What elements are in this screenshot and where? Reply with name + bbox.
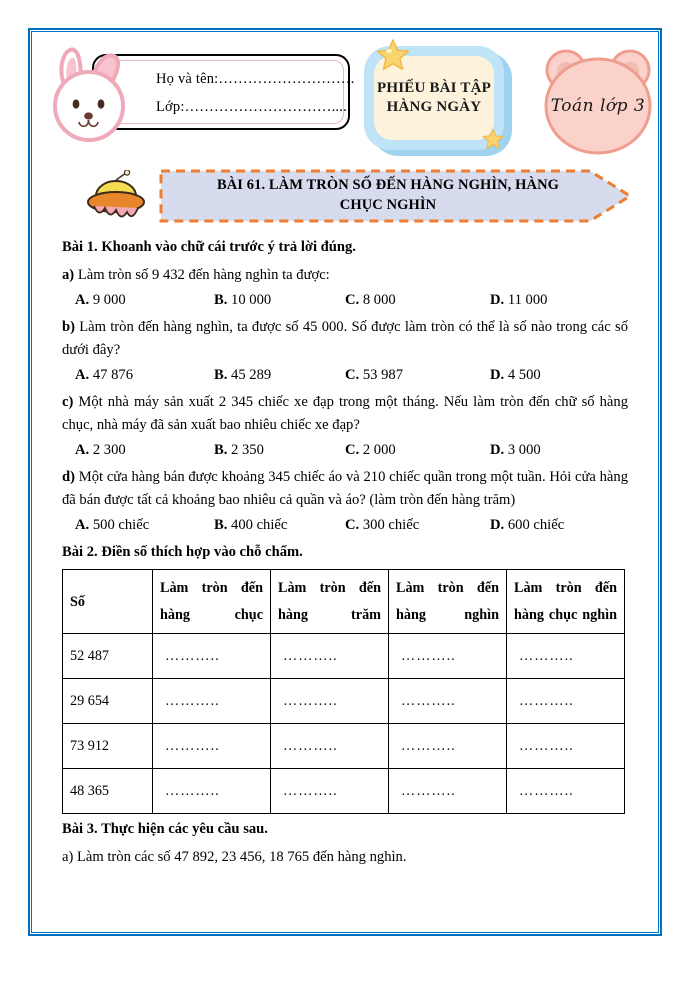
part-a-label: a) xyxy=(62,267,75,284)
exercise3-heading: Bài 3. Thực hiện các yêu cầu sau. xyxy=(62,820,268,837)
subject-badge xyxy=(538,40,658,160)
table-row xyxy=(63,768,625,813)
row-number: 48 365 xyxy=(63,768,153,813)
star-icon xyxy=(376,38,410,72)
row-number: 52 487 xyxy=(63,633,153,678)
option-d-text: 600 chiếc xyxy=(504,517,565,534)
subject-badge-text: Toán lớp 3 xyxy=(550,96,646,116)
student-name-field[interactable]: Họ và tên:………………………. xyxy=(156,71,355,87)
option-b-text: 45 289 xyxy=(227,367,272,384)
exercise1-heading: Bài 1. Khoanh vào chữ cái trước ý trả lời đúng. xyxy=(62,239,356,255)
answer-cell-hundreds[interactable]: ……….. xyxy=(271,768,389,813)
header-cell-line-2: hàng nghìn xyxy=(396,606,499,623)
header-cell-line-1: Làm tròn đến xyxy=(160,580,263,597)
option-a-key: A. xyxy=(75,517,90,534)
worksheet-header xyxy=(30,30,660,168)
option-a-text: 2 300 xyxy=(89,442,126,459)
option-d[interactable] xyxy=(490,439,541,462)
option-d-key: D. xyxy=(490,442,505,459)
option-b-key: B. xyxy=(214,367,228,384)
header-cell-line-1: Số xyxy=(70,593,85,610)
table-header-thousands xyxy=(389,570,507,634)
option-a[interactable] xyxy=(75,364,133,387)
option-a[interactable] xyxy=(75,439,126,462)
part-b-label: b) xyxy=(62,319,75,336)
option-b-key: B. xyxy=(214,292,228,309)
option-a-text: 500 chiếc xyxy=(89,517,150,534)
header-cell-line-1: Làm tròn đến xyxy=(514,580,617,597)
option-c-text: 2 000 xyxy=(359,442,396,459)
answer-cell-tens[interactable]: ……….. xyxy=(153,768,271,813)
answer-cell-tens[interactable]: ……….. xyxy=(153,723,271,768)
option-b[interactable] xyxy=(214,289,271,312)
option-d-key: D. xyxy=(490,292,505,309)
option-c-text: 300 chiếc xyxy=(359,517,420,534)
option-a-key: A. xyxy=(75,442,90,459)
part-c-text: Một nhà máy sản xuất 2 345 chiếc xe đạp trong một tháng. Nếu làm tròn đến chữ số hàng chục, nhà máy đã sản xuất bao nhiêu chiếc xe đạp? xyxy=(62,394,628,434)
answer-cell-hundreds[interactable]: ……….. xyxy=(271,723,389,768)
option-d-text: 3 000 xyxy=(504,442,541,459)
answer-cell-thousands[interactable]: ……….. xyxy=(389,633,507,678)
table-header-number xyxy=(63,570,153,634)
table-row xyxy=(63,723,625,768)
option-c-key: C. xyxy=(345,442,360,459)
row-number: 29 654 xyxy=(63,678,153,723)
answer-cell-tens[interactable]: ……….. xyxy=(153,678,271,723)
lesson-title-row xyxy=(30,168,660,230)
answer-cell-thousands[interactable]: ……….. xyxy=(389,678,507,723)
option-c[interactable] xyxy=(345,289,396,312)
option-b-text: 10 000 xyxy=(227,292,272,309)
table-row xyxy=(63,678,625,723)
lesson-banner-line-2: CHỤC NGHÌN xyxy=(339,197,437,213)
option-c[interactable] xyxy=(345,364,403,387)
option-b[interactable] xyxy=(214,439,264,462)
option-b-text: 2 350 xyxy=(227,442,264,459)
row-number: 73 912 xyxy=(63,723,153,768)
lesson-banner xyxy=(158,168,633,224)
option-c[interactable] xyxy=(345,514,419,537)
option-d-key: D. xyxy=(490,517,505,534)
answer-cell-ten-thousands[interactable]: ……….. xyxy=(507,723,625,768)
option-a[interactable] xyxy=(75,514,149,537)
part-d-text: Một cửa hàng bán được khoảng 345 chiếc áo và 210 chiếc quần trong một tuần. Hỏi cửa hàng đã bán được tất cả khoảng bao nhiêu cả quần và áo? (làm tròn đến hàng trăm) xyxy=(62,469,628,509)
option-a-text: 47 876 xyxy=(89,367,133,384)
exercise1-part-b-options xyxy=(62,364,628,387)
option-b-key: B. xyxy=(214,442,228,459)
option-b-text: 400 chiếc xyxy=(227,517,288,534)
option-d-text: 4 500 xyxy=(504,367,541,384)
option-d[interactable] xyxy=(490,514,564,537)
answer-cell-thousands[interactable]: ……….. xyxy=(389,723,507,768)
title-line-1: PHIẾU BÀI TẬP xyxy=(376,79,491,96)
exercise1-part-c-stem xyxy=(62,391,628,437)
header-cell-line-2: hàng chục nghìn xyxy=(514,606,617,623)
table-row xyxy=(63,633,625,678)
option-d-key: D. xyxy=(490,367,505,384)
exercise1-part-d-options xyxy=(62,514,628,537)
part-c-label: c) xyxy=(62,394,74,411)
option-d-text: 11 000 xyxy=(504,292,548,309)
part-b-text: Làm tròn đến hàng nghìn, ta được số 45 000. Số được làm tròn có thể là số nào trong các số dưới đây? xyxy=(62,319,628,359)
header-cell-line-1: Làm tròn đến xyxy=(278,580,381,597)
option-c-text: 8 000 xyxy=(359,292,396,309)
exercise1-part-a-stem xyxy=(62,264,628,287)
part-a-text: Làm tròn số 9 432 đến hàng nghìn ta được: xyxy=(74,267,330,284)
answer-cell-ten-thousands[interactable]: ……….. xyxy=(507,768,625,813)
student-class-field[interactable]: Lớp:………………………….... xyxy=(156,99,347,115)
answer-cell-tens[interactable]: ……….. xyxy=(153,633,271,678)
header-cell-line-2: hàng chục xyxy=(160,606,263,623)
answer-cell-ten-thousands[interactable]: ……….. xyxy=(507,678,625,723)
exercise1-part-d-stem xyxy=(62,466,628,512)
option-c-key: C. xyxy=(345,367,360,384)
title-badge-text xyxy=(377,79,491,118)
star-icon-small xyxy=(482,128,504,150)
answer-cell-hundreds[interactable]: ……….. xyxy=(271,678,389,723)
lesson-banner-text xyxy=(178,168,598,224)
option-a-key: A. xyxy=(75,292,90,309)
option-d[interactable] xyxy=(490,289,547,312)
option-a-text: 9 000 xyxy=(89,292,126,309)
rounding-table xyxy=(62,569,625,814)
exercise1-part-b-stem xyxy=(62,316,628,362)
option-c[interactable] xyxy=(345,439,396,462)
option-b[interactable] xyxy=(214,514,287,537)
option-d[interactable] xyxy=(490,364,541,387)
rabbit-icon xyxy=(46,44,132,144)
table-header-tens xyxy=(153,570,271,634)
part-d-label: d) xyxy=(62,469,75,486)
header-cell-line-1: Làm tròn đến xyxy=(396,580,499,597)
exercise1-part-a-options xyxy=(62,289,628,312)
option-c-key: C. xyxy=(345,517,360,534)
lesson-banner-line-1: BÀI 61. LÀM TRÒN SỐ ĐẾN HÀNG NGHÌN, HÀNG xyxy=(216,177,560,194)
table-header-row xyxy=(63,570,625,634)
answer-cell-ten-thousands[interactable]: ……….. xyxy=(507,633,625,678)
option-b-key: B. xyxy=(214,517,228,534)
worksheet-content xyxy=(62,236,628,869)
table-header-ten-thousands xyxy=(507,570,625,634)
answer-cell-thousands[interactable]: ……….. xyxy=(389,768,507,813)
option-c-text: 53 987 xyxy=(359,367,403,384)
answer-cell-hundreds[interactable]: ……….. xyxy=(271,633,389,678)
option-a[interactable] xyxy=(75,289,126,312)
option-c-key: C. xyxy=(345,292,360,309)
exercise1-part-c-options xyxy=(62,439,628,462)
exercise3-part-a: a) Làm tròn các số 47 892, 23 456, 18 765 đến hàng nghìn. xyxy=(62,849,407,865)
option-b[interactable] xyxy=(214,364,271,387)
ufo-icon xyxy=(86,170,146,225)
option-a-key: A. xyxy=(75,367,90,384)
title-line-2: HÀNG NGÀY xyxy=(386,99,482,115)
table-header-hundreds xyxy=(271,570,389,634)
exercise2-heading: Bài 2. Điền số thích hợp vào chỗ chấm. xyxy=(62,544,303,561)
header-cell-line-2: hàng trăm xyxy=(278,606,381,623)
worksheet-title-badge xyxy=(360,42,516,160)
